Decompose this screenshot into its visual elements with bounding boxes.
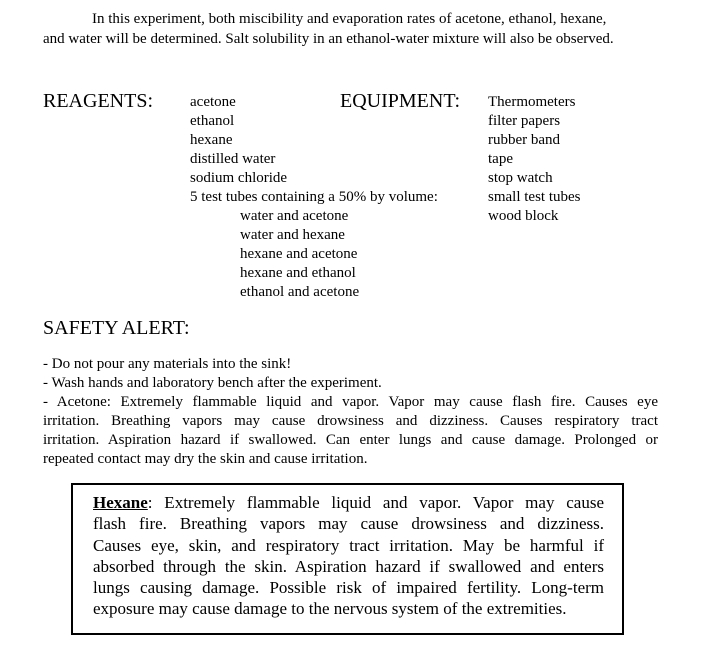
equipment-item: tape xyxy=(488,151,513,167)
reagent-item: sodium chloride xyxy=(190,170,288,186)
safety-alert-heading: SAFETY ALERT: xyxy=(43,317,190,339)
hexane-warning-line: Causes eye, skin, and respiratory tract irritation. May be harmful if xyxy=(93,535,604,555)
acetone-warning-line: repeated contact may dry the skin and cause irritation. xyxy=(43,451,368,467)
reagent-sub-item: water and acetone xyxy=(240,208,349,224)
equipment-item: filter papers xyxy=(488,113,561,129)
hexane-warning-line: lungs causing damage. Possible risk of impaired fertility. Long-term xyxy=(93,578,604,598)
intro-line-2: and water will be determined. Salt solubility in an ethanol-water mixture will also be observed. xyxy=(43,31,614,47)
safety-bullet: - Wash hands and laboratory bench after the experiment. xyxy=(43,375,382,391)
equipment-item: rubber band xyxy=(488,132,561,148)
acetone-warning xyxy=(43,393,658,469)
acetone-warning-line: irritation. Breathing vapors may cause drowsiness and dizziness. Causes respiratory tract xyxy=(43,413,658,429)
reagent-sub-item: hexane and ethanol xyxy=(240,265,356,281)
reagent-item: hexane xyxy=(190,132,233,148)
reagent-item: distilled water xyxy=(190,151,276,167)
hexane-warning-line xyxy=(93,492,604,513)
equipment-item: stop watch xyxy=(488,170,553,186)
reagent-sub-item: water and hexane xyxy=(240,227,345,243)
hexane-warning-line: flash fire. Breathing vapors may cause drowsiness and dizziness. xyxy=(93,514,604,534)
hexane-warning-line: absorbed through the skin. Aspiration hazard if swallowed and enters xyxy=(93,556,604,576)
reagent-item: acetone xyxy=(190,94,236,110)
hexane-first-line-rest: : Extremely flammable liquid and vapor. Vapor may cause xyxy=(147,493,604,512)
reagent-item: ethanol xyxy=(190,113,235,129)
hexane-label: Hexane xyxy=(93,493,148,512)
safety-bullet: - Do not pour any materials into the sink! xyxy=(43,356,292,372)
hexane-warning-line: exposure may cause damage to the nervous system of the extremities. xyxy=(93,599,567,619)
hexane-warning-text xyxy=(93,492,604,620)
acetone-warning-line: - Acetone: Extremely flammable liquid and vapor. Vapor may cause flash fire. Causes eye xyxy=(43,394,658,410)
equipment-item: Thermometers xyxy=(488,94,576,110)
reagent-sub-item: hexane and acetone xyxy=(240,246,358,262)
acetone-warning-line: irritation. Aspiration hazard if swallowed. Can enter lungs and cause damage. Prolonged or xyxy=(43,432,658,448)
intro-line-1: In this experiment, both miscibility and evaporation rates of acetone, ethanol, hexane, xyxy=(92,11,607,27)
hexane-warning-box xyxy=(71,483,624,635)
reagent-sub-item: ethanol and acetone xyxy=(240,284,360,300)
equipment-heading: EQUIPMENT: xyxy=(340,90,461,112)
equipment-item: small test tubes xyxy=(488,189,581,205)
equipment-item: wood block xyxy=(488,208,559,224)
reagents-heading: REAGENTS: xyxy=(43,90,153,112)
reagent-item: 5 test tubes containing a 50% by volume: xyxy=(190,189,438,205)
